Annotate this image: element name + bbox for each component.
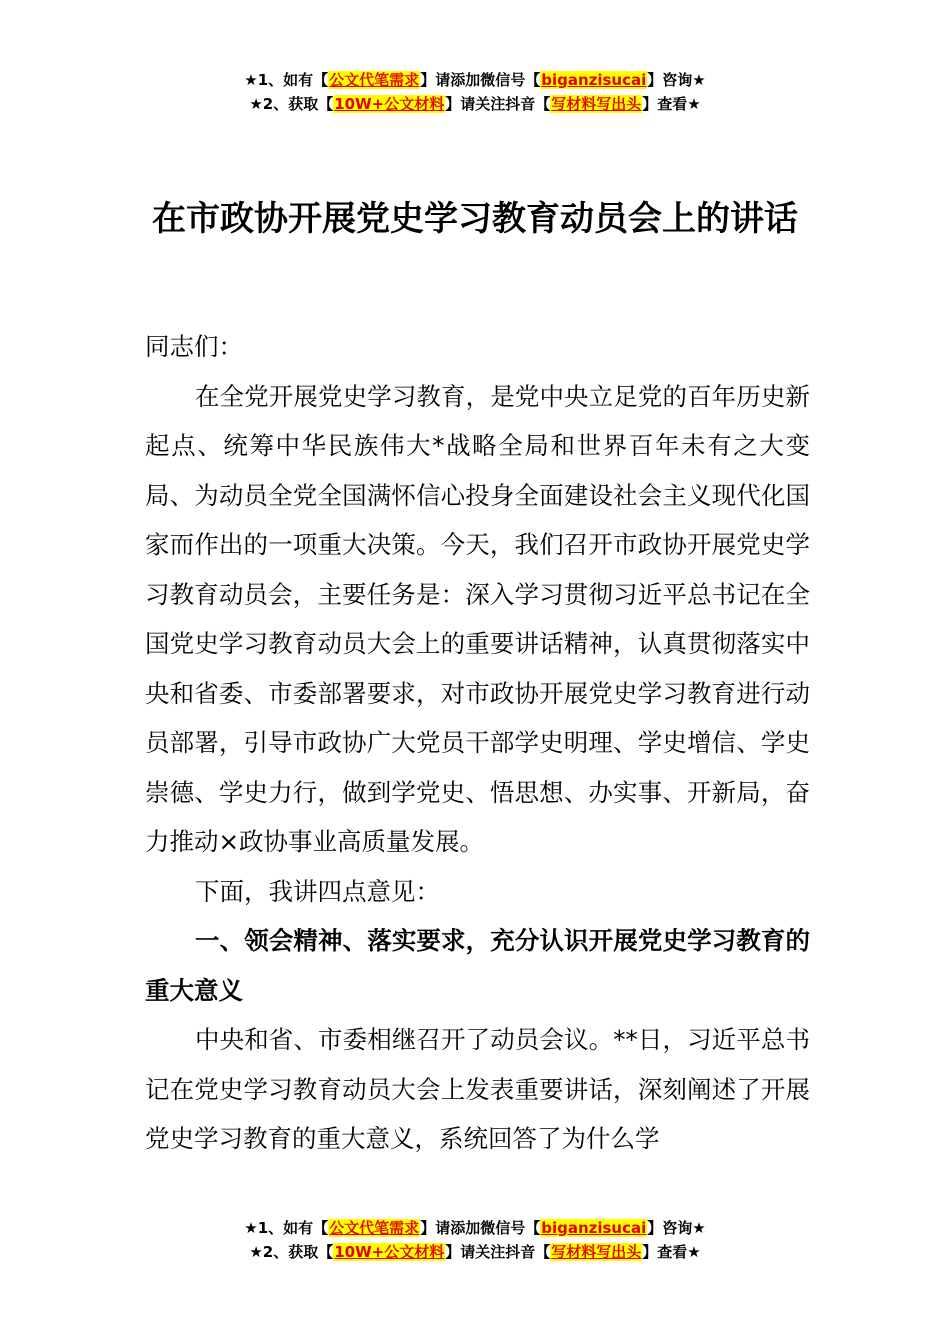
highlight-writing-service: 公文代笔需求	[329, 71, 420, 89]
section-heading: 一、领会精神、落实要求，充分认识开展党史学习教育的重大意义	[145, 926, 810, 1005]
highlight-wechat-id: biganzisucai	[541, 71, 647, 89]
banner-text: ★1、如有【	[244, 71, 329, 89]
banner-text: 】请关注抖音【	[445, 95, 551, 113]
banner-line-2	[0, 92, 950, 116]
banner-text: ★2、获取【	[249, 1243, 334, 1261]
paragraph: 下面，我讲四点意见：	[195, 876, 440, 906]
banner-text: 】查看★	[642, 95, 701, 113]
highlight-materials: 10W+公文材料	[334, 95, 445, 113]
salutation: 同志们：	[145, 332, 243, 361]
highlight-writing-service: 公文代笔需求	[329, 1219, 420, 1237]
highlight-douyin-account: 写材料写出头	[551, 1243, 642, 1261]
banner-text: 】咨询★	[647, 1219, 706, 1237]
banner-text: 】查看★	[642, 1243, 701, 1261]
highlight-wechat-id: biganzisucai	[541, 1219, 647, 1237]
banner-text: 】请关注抖音【	[445, 1243, 551, 1261]
paragraph: 中央和省、市委相继召开了动员会议。**日，习近平总书记在党史学习教育动员大会上发表重要讲话，深刻阐述了开展党史学习教育的重大意义，系统回答了为什么学	[145, 1025, 810, 1153]
footer-banner	[0, 1216, 950, 1264]
banner-text: 】请添加微信号【	[420, 1219, 541, 1237]
banner-text: ★2、获取【	[249, 95, 334, 113]
highlight-materials: 10W+公文材料	[334, 1243, 445, 1261]
document-body	[145, 322, 810, 1164]
banner-text: ★1、如有【	[244, 1219, 329, 1237]
document-title: 在市政协开展党史学习教育动员会上的讲话	[152, 198, 798, 239]
banner-text: 】咨询★	[647, 71, 706, 89]
header-banner	[0, 68, 950, 116]
banner-line-1	[0, 68, 950, 92]
banner-line-2	[0, 1240, 950, 1264]
paragraph: 在全党开展党史学习教育，是党中央立足党的百年历史新起点、统筹中华民族伟大*战略全局和世界百年未有之大变局、为动员全党全国满怀信心投身全面建设社会主义现代化国家而作出的一项重大决策。今天，我们召开市政协开展党史学习教育动员会，主要任务是：深入学习贯彻习近平总书记在全国党史学习教育动员大会上的重要讲话精神，认真贯彻落实中央和省委、市委部署要求，对市政协开展党史学习教育进行动员部署，引导市政协广大党员干部学史明理、学史增信、学史崇德、学史力行，做到学党史、悟思想、办实事、开新局，奋力推动×政协事业高质量发展。	[145, 381, 810, 856]
highlight-douyin-account: 写材料写出头	[551, 95, 642, 113]
banner-line-1	[0, 1216, 950, 1240]
banner-text: 】请添加微信号【	[420, 71, 541, 89]
